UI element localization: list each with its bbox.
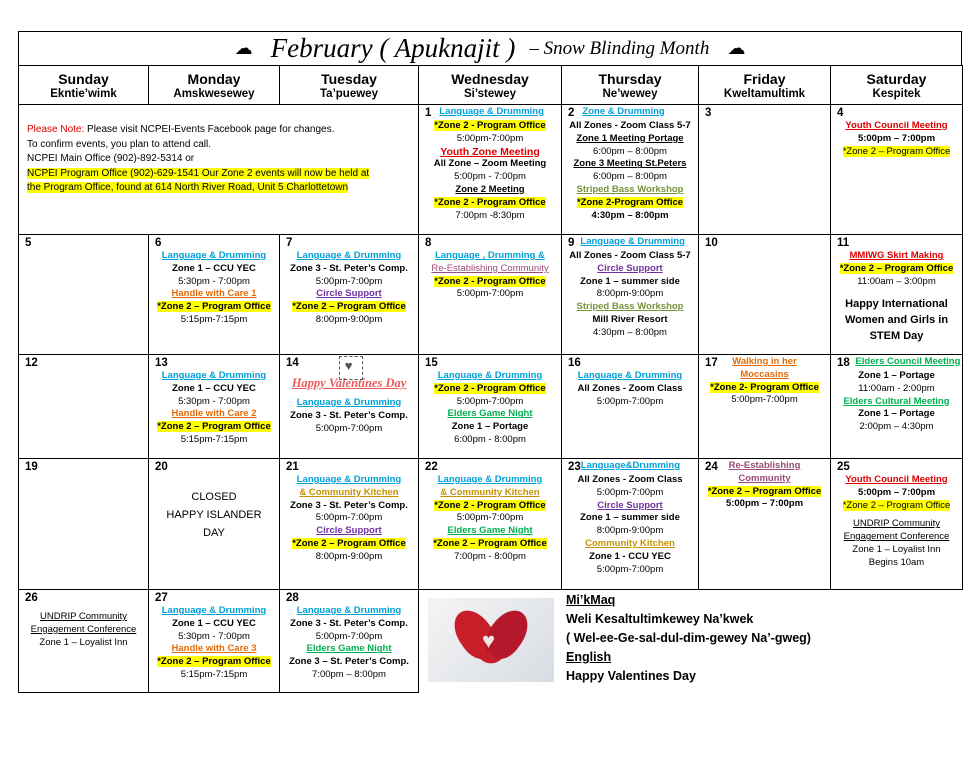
valentines-banner: Happy Valentines Day	[291, 376, 407, 390]
day-cell-16: 16 Language & Drumming All Zones - Zoom Class 5:00pm-7:00pm	[562, 355, 699, 459]
week-row-4	[19, 459, 963, 590]
day-cell-18: 18 Elders Council Meeting Zone 1 – Portage 11:00am - 2:00pm Elders Cultural Meeting Zone 1 – Portage 2:00pm – 4:30pm	[831, 355, 963, 459]
day-cell-3: 3	[699, 105, 831, 235]
week-row-2	[19, 235, 963, 355]
day-cell-5: 5	[19, 235, 149, 355]
day-cell-26: 26 UNDRIP Community Engagement Conference Zone 1 – Loyalist Inn	[19, 590, 149, 693]
weekday-wednesday: Wednesday Si’stewey	[419, 66, 562, 105]
day-cell-9: 9 Language & Drumming All Zones - Zoom Class 5-7 Circle Support Zone 1 – summer side 8:00pm-9:00pm Striped Bass Workshop Mill River Resort 4:30pm – 8:00pm	[562, 235, 699, 355]
weekday-thursday: Thursday Ne’wewey	[562, 66, 699, 105]
day-cell-1: 1 Language & Drumming *Zone 2 - Program Office 5:00pm-7:00pm Youth Zone Meeting All Zone – Zoom Meeting 5:00pm - 7:00pm Zone 2 Meeting *Zone 2 - Program Office 7:00pm -8:30pm	[419, 105, 562, 235]
footer-cell	[419, 590, 963, 693]
weekday-monday: Monday Amskwesewey	[149, 66, 280, 105]
day-cell-8: 8 Language , Drumming & Re-Establishing Community *Zone 2 - Program Office 5:00pm-7:00pm	[419, 235, 562, 355]
day-cell-25: 25 Youth Council Meeting 5:00pm – 7:00pm *Zone 2 – Program Office UNDRIP Community Engagement Conference Zone 1 – Loyalist Inn Begins 10am	[831, 459, 963, 590]
weekday-friday: Friday Kweltamultimk	[699, 66, 831, 105]
day-cell-10: 10	[699, 235, 831, 355]
day-cell-4: 4 Youth Council Meeting 5:00pm – 7:00pm *Zone 2 – Program Office	[831, 105, 963, 235]
snow-cloud-icon: ☁	[727, 38, 746, 58]
week-row-3	[19, 355, 963, 459]
day-cell-2: 2 Zone & Drumming All Zones - Zoom Class 5-7 Zone 1 Meeting Portage 6:00pm – 8:00pm Zone 3 Meeting St.Peters 6:00pm – 8:00pm Striped Bass Workshop *Zone 2-Program Office 4:30pm – 8:00pm	[562, 105, 699, 235]
weekday-saturday: Saturday Kespitek	[831, 66, 963, 105]
day-cell-21: 21 Language & Drumming & Community Kitchen Zone 3 - St. Peter’s Comp. 5:00pm-7:00pm Circle Support *Zone 2 – Program Office 8:00pm-9:00pm	[280, 459, 419, 590]
day-cell-11: 11 MMIWG Skirt Making *Zone 2 – Program Office 11:00am – 3:00pm Happy International Women and Girls in STEM Day	[831, 235, 963, 355]
day-cell-15: 15 Language & Drumming *Zone 2 - Program Office 5:00pm-7:00pm Elders Game Night Zone 1 – Portage 6:00pm - 8:00pm	[419, 355, 562, 459]
day-cell-19: 19	[19, 459, 149, 590]
weekday-sunday: Sunday Ekntie’wimk	[19, 66, 149, 105]
title-main: February ( Apuknajit )	[270, 33, 516, 63]
weekday-header-row	[19, 66, 963, 105]
weekday-tuesday: Tuesday Ta’puewey	[280, 66, 419, 105]
day-cell-17: 17 Walking in her Moccasins *Zone 2- Program Office 5:00pm-7:00pm	[699, 355, 831, 459]
day-cell-23: 23 Language&Drumming All Zones - Zoom Class 5:00pm-7:00pm Circle Support Zone 1 – summer side 8:00pm-9:00pm Community Kitchen Zone 1 - CCU YEC 5:00pm-7:00pm	[562, 459, 699, 590]
heart-mittens-photo: ♥	[428, 598, 554, 682]
snow-cloud-icon: ☁	[234, 38, 253, 58]
notice-text: Please Note: Please visit NCPEI-Events Facebook page for changes. To confirm events, you plan to attend call. NCPEI Main Office (902)-892-5314 or NCPEI Program Office (902)-629-1541 Our Zone 2 events will now be held at the Program Office, found at 614 North River Road, Unit 5 Charlottetown	[27, 124, 370, 193]
day-cell-7: 7 Language & Drumming Zone 3 - St. Peter’s Comp. 5:00pm-7:00pm Circle Support *Zone 2 – Program Office 8:00pm-9:00pm	[280, 235, 419, 355]
day-cell-28: 28 Language & Drumming Zone 3 - St. Peter’s Comp. 5:00pm-7:00pm Elders Game Night Zone 3 – St. Peter’s Comp. 7:00pm – 8:00pm	[280, 590, 419, 693]
title-sub: – Snow Blinding Month	[529, 37, 710, 59]
day-cell-20: 20 CLOSED HAPPY ISLANDER DAY	[149, 459, 280, 590]
valentine-stamp-icon	[339, 356, 363, 380]
day-cell-13: 13 Language & Drumming Zone 1 – CCU YEC 5:30pm - 7:00pm Handle with Care 2 *Zone 2 – Program Office 5:15pm-7:15pm	[149, 355, 280, 459]
day-cell-14: 14♥ Happy Valentines Day Language & Drumming Zone 3 - St. Peter’s Comp. 5:00pm-7:00pm	[280, 355, 419, 459]
week-row-5	[19, 590, 963, 693]
calendar-page	[18, 31, 962, 693]
week-row-1	[19, 105, 963, 235]
day-cell-27: 27 Language & Drumming Zone 1 – CCU YEC 5:30pm - 7:00pm Handle with Care 3 *Zone 2 – Program Office 5:15pm-7:15pm	[149, 590, 280, 693]
notice-cell	[19, 105, 419, 235]
calendar-grid	[18, 65, 963, 693]
day-cell-22: 22 Language & Drumming & Community Kitchen *Zone 2 - Program Office 5:00pm-7:00pm Elders Game Night *Zone 2 – Program Office 7:00pm - 8:00pm	[419, 459, 562, 590]
calendar-title	[18, 31, 962, 65]
day-cell-6: 6 Language & Drumming Zone 1 – CCU YEC 5:30pm - 7:00pm Handle with Care 1 *Zone 2 – Program Office 5:15pm-7:15pm	[149, 235, 280, 355]
day-cell-24: 24 Re-Establishing Community *Zone 2 – Program Office 5:00pm – 7:00pm	[699, 459, 831, 590]
closed-notice: CLOSED HAPPY ISLANDER DAY	[166, 491, 262, 539]
valentines-translation: Mi’kMaq Weli Kesaltultimkewey Na’kwek ( Wel-ee-Ge-sal-dul-dim-gewey Na’-gweg) English Happy Valentines Day	[566, 593, 811, 683]
day-cell-12: 12	[19, 355, 149, 459]
